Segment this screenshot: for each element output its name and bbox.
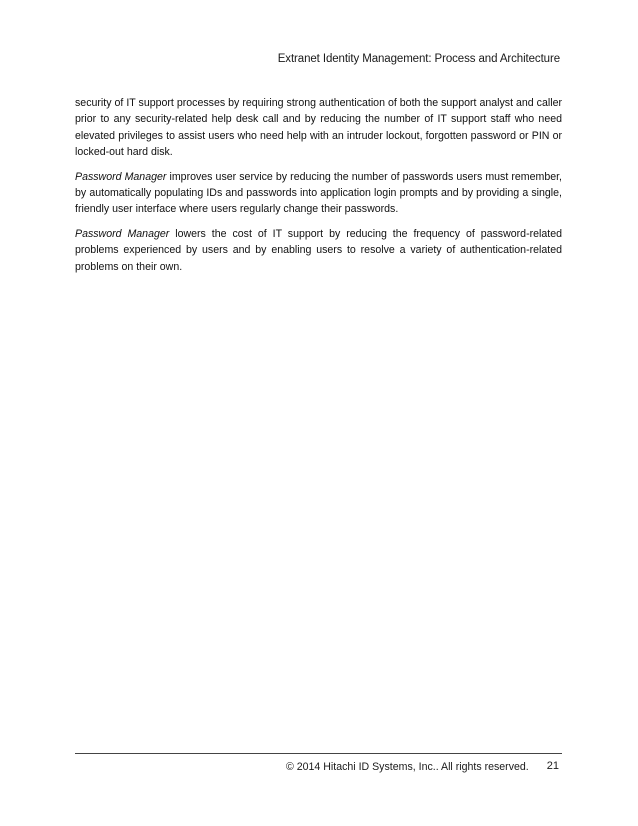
footer-copyright: © 2014 Hitachi ID Systems, Inc.. All rights reserved. <box>286 761 529 773</box>
paragraph-3-lead: Password Manager <box>75 227 170 240</box>
paragraph-2-lead: Password Manager <box>75 170 167 183</box>
footer-divider <box>75 753 562 754</box>
page-number: 21 <box>546 760 559 772</box>
paragraph-3 <box>75 226 562 275</box>
paragraph-2 <box>75 169 562 218</box>
running-header: Extranet Identity Management: Process and Architecture <box>277 53 560 65</box>
paragraph-2-text: improves user service by reducing the number of passwords users must remember, by automatically populating IDs and passwords into application login prompts and by providing a single, friendly user interface where users regularly change their passwords. <box>75 170 562 216</box>
body-text <box>75 95 562 283</box>
paragraph-1 <box>75 95 562 161</box>
paragraph-3-text: lowers the cost of IT support by reducing the frequency of password-related problems experienced by users and by enabling users to resolve a variety of authentication-related problems on their own. <box>75 227 562 273</box>
paragraph-1-text: security of IT support processes by requiring strong authentication of both the support analyst and caller prior to any security-related help desk call and by reducing the number of IT support staff who need elevated privileges to assist users who need help with an intruder lockout, forgotten password or PIN or locked-out hard disk. <box>75 97 562 159</box>
